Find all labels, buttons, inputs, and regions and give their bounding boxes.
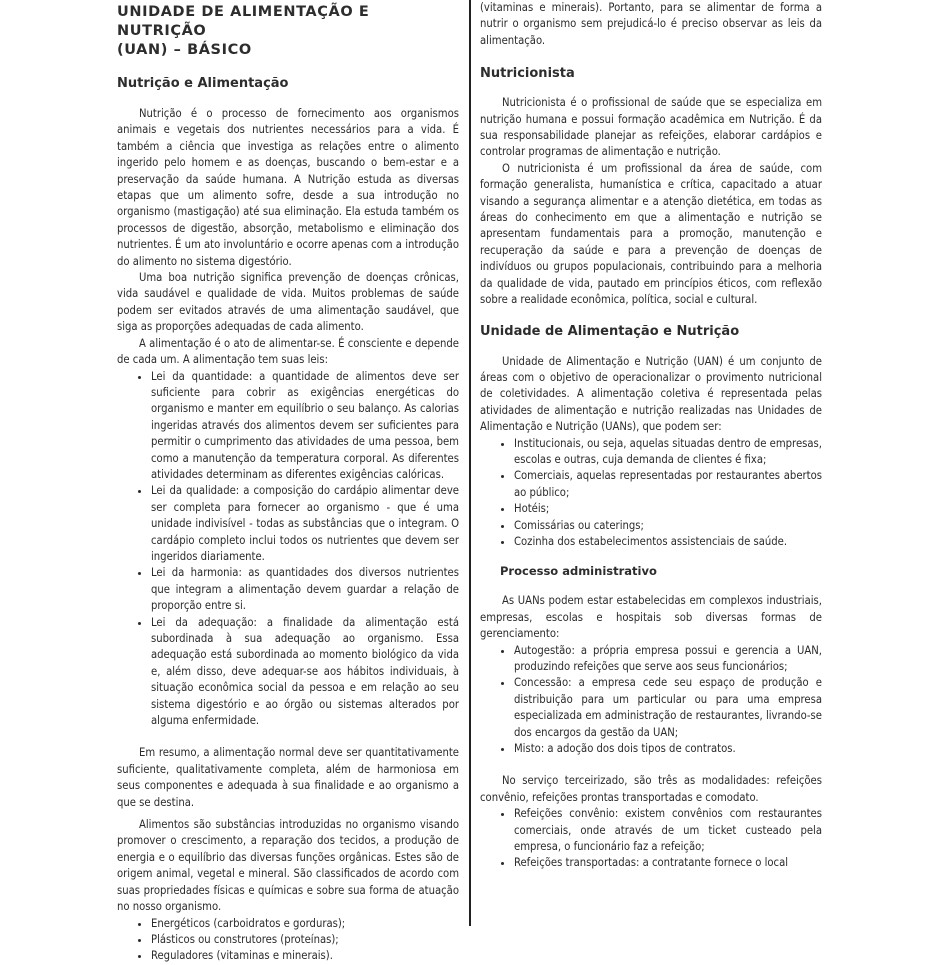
list-item: • Misto: a adoção dos dois tipos de contratos.: [514, 741, 822, 757]
uan-types-list: [480, 436, 822, 551]
left-column: [117, 0, 459, 963]
list-item: • Concessão: a empresa cede seu espaço de produção e distribuição para um particular ou para uma empresa especializada em administração de restaurantes, livrando-se dos encargos da gestão da UAN;: [514, 675, 822, 741]
list-item: • Autogestão: a própria empresa possui e gerencia a UAN, produzindo refeições que serve aos seus funcionários;: [514, 643, 822, 676]
paragraph: Unidade de Alimentação e Nutrição (UAN) é um conjunto de áreas com o objetivo de operacionalizar o provimento nutricional de coletividades. A alimentação coletiva é representada pelas atividades de alimentação e nutrição realizadas nas Unidades de Alimentação e Nutrição (UANs), que podem ser:: [480, 354, 822, 434]
list-item: • Refeições convênio: existem convênios com restaurantes comerciais, onde através de um ticket custeado pela empresa, o funcionário faz a refeição;: [514, 806, 822, 855]
laws-list: [117, 369, 459, 730]
paragraph: O nutricionista é um profissional da área de saúde, com formação generalista, humanística e crítica, capacitado a atuar visando a segurança alimentar e a atenção dietética, em todas as áreas do conhecimento em que a alimentação e nutrição se apresentam fundamentais para a promoção, manutenção e recuperação da saúde e para a prevenção de doenças de indivíduos ou grupos populacionais, contribuindo para a melhoria da qualidade de vida, pautado em princípios éticos, com reflexão sobre a realidade econômica, política, social e cultural.: [480, 161, 822, 307]
paragraph: Nutricionista é o profissional de saúde que se especializa em nutrição humana e possui formação acadêmica em Nutrição. É da sua responsabilidade planejar as refeições, elaborar cardápios e controlar programas de alimentação e nutrição.: [480, 96, 822, 159]
paragraph: Nutrição é o processo de fornecimento aos organismos animais e vegetais dos nutrientes necessários para a vida. É também a ciência que investiga as relações entre o alimento ingerido pelo homem e as doenças, buscando o bem-estar e a preservação da saúde humana. A Nutrição estuda as diversas etapas que um alimento sofre, desde a sua introdução no organismo (mastigação) até sua eliminação. Ela estuda também os processos de digestão, absorção, metabolismo e eliminação dos nutrientes. É um ato involuntário e ocorre apenas com a introdução do alimento no sistema digestório.: [117, 107, 459, 268]
section-title-nutricionista: Nutricionista: [480, 66, 575, 82]
list-item: • Cozinha dos estabelecimentos assistenciais de saúde.: [514, 534, 822, 550]
management-list: [480, 643, 822, 758]
list-item: • Lei da qualidade: a composição do cardápio alimentar deve ser completa para fornecer ao organismo - que é uma unidade indivisível - todas as substâncias que o integram. O cardápio completo inclui todos os nutrientes que devem ser ingeridos diariamente.: [151, 483, 459, 565]
paragraph: Em resumo, a alimentação normal deve ser quantitativamente suficiente, qualitativamente completa, além de harmoniosa em seus componentes e adequada à sua finalidade e ao organismo a que se destina.: [117, 746, 459, 809]
right-column: [480, 0, 822, 926]
paragraph: A alimentação é o ato de alimentar-se. É consciente e depende de cada um. A alimentação tem suas leis:: [117, 336, 459, 367]
list-item: • Lei da quantidade: a quantidade de alimentos deve ser suficiente para cobrir as exigências energéticas do organismo e manter em equilíbrio o seu balanço. As calorias ingeridas através dos alimentos devem ser suficientes para permitir o cumprimento das atividades de uma pessoa, bem como a manutenção da temperatura corporal. As diferentes atividades determinam as diferentes exigências calóricas.: [151, 369, 459, 484]
section-title-uan: Unidade de Alimentação e Nutrição: [480, 323, 740, 339]
list-item: • Comerciais, aquelas representadas por restaurantes abertos ao público;: [514, 468, 822, 501]
food-types-list: [117, 916, 459, 965]
paragraph: As UANs podem estar estabelecidas em complexos industriais, empresas, escolas e hospitais sob diversas formas de gerenciamento:: [480, 594, 822, 641]
section-title-nutricao: Nutrição e Alimentação: [117, 76, 289, 91]
subsection-title-processo: Processo administrativo: [500, 564, 657, 579]
column-divider: [469, 0, 471, 926]
list-item: • Refeições transportadas: a contratante fornece o local: [514, 855, 822, 871]
list-item: • Plásticos ou construtores (proteínas);: [151, 932, 459, 948]
paragraph: No serviço terceirizado, são três as modalidades: refeições convênio, refeições prontas transportadas e comodato.: [480, 774, 822, 804]
list-item: • Reguladores (vitaminas e minerais).: [151, 948, 459, 964]
list-item: • Lei da harmonia: as quantidades dos diversos nutrientes que integram a alimentação devem guardar a relação de proporção entre si.: [151, 565, 459, 614]
list-item: • Institucionais, ou seja, aquelas situadas dentro de empresas, escolas e outras, cuja demanda de clientes é fixa;: [514, 436, 822, 469]
paragraph: Uma boa nutrição significa prevenção de doenças crônicas, vida saudável e qualidade de vida. Muitos problemas de saúde podem ser evitados através de uma alimentação saudável, que siga as proporções adequadas de cada alimento.: [117, 271, 459, 334]
list-item: • Lei da adequação: a finalidade da alimentação está subordinada à sua adequação ao organismo. Essa adequação está subordinada ao momento biológico da vida e, além disso, deve adequar-se aos hábitos individuais, à situação econômica social da pessoa e em relação ao seu sistema digestório e ao órgão ou sistemas alterados por alguma enfermidade.: [151, 615, 459, 730]
paragraph: Alimentos são substâncias introduzidas no organismo visando promover o crescimento, a reparação dos tecidos, a produção de energia e o equilíbrio das diversas funções orgânicas. Estes são de origem animal, vegetal e mineral. São classificados de acordo com suas propriedades físicas e químicas e sobre sua forma de atuação no nosso organismo.: [117, 818, 459, 914]
list-item: • Energéticos (carboidratos e gorduras);: [151, 916, 459, 932]
document-title-line-1: UNIDADE DE ALIMENTAÇÃO E NUTRIÇÃO: [117, 4, 370, 39]
document-title: [117, 3, 459, 60]
paragraph-continued: (vitaminas e minerais). Portanto, para se alimentar de forma a nutrir o organismo sem prejudicá-lo é preciso observar as leis da alimentação.: [480, 1, 822, 47]
document-title-line-2: (UAN) – BÁSICO: [117, 42, 252, 58]
modalities-list: [480, 806, 822, 872]
list-item: • Comissárias ou caterings;: [514, 518, 822, 534]
list-item: • Hotéis;: [514, 501, 822, 517]
